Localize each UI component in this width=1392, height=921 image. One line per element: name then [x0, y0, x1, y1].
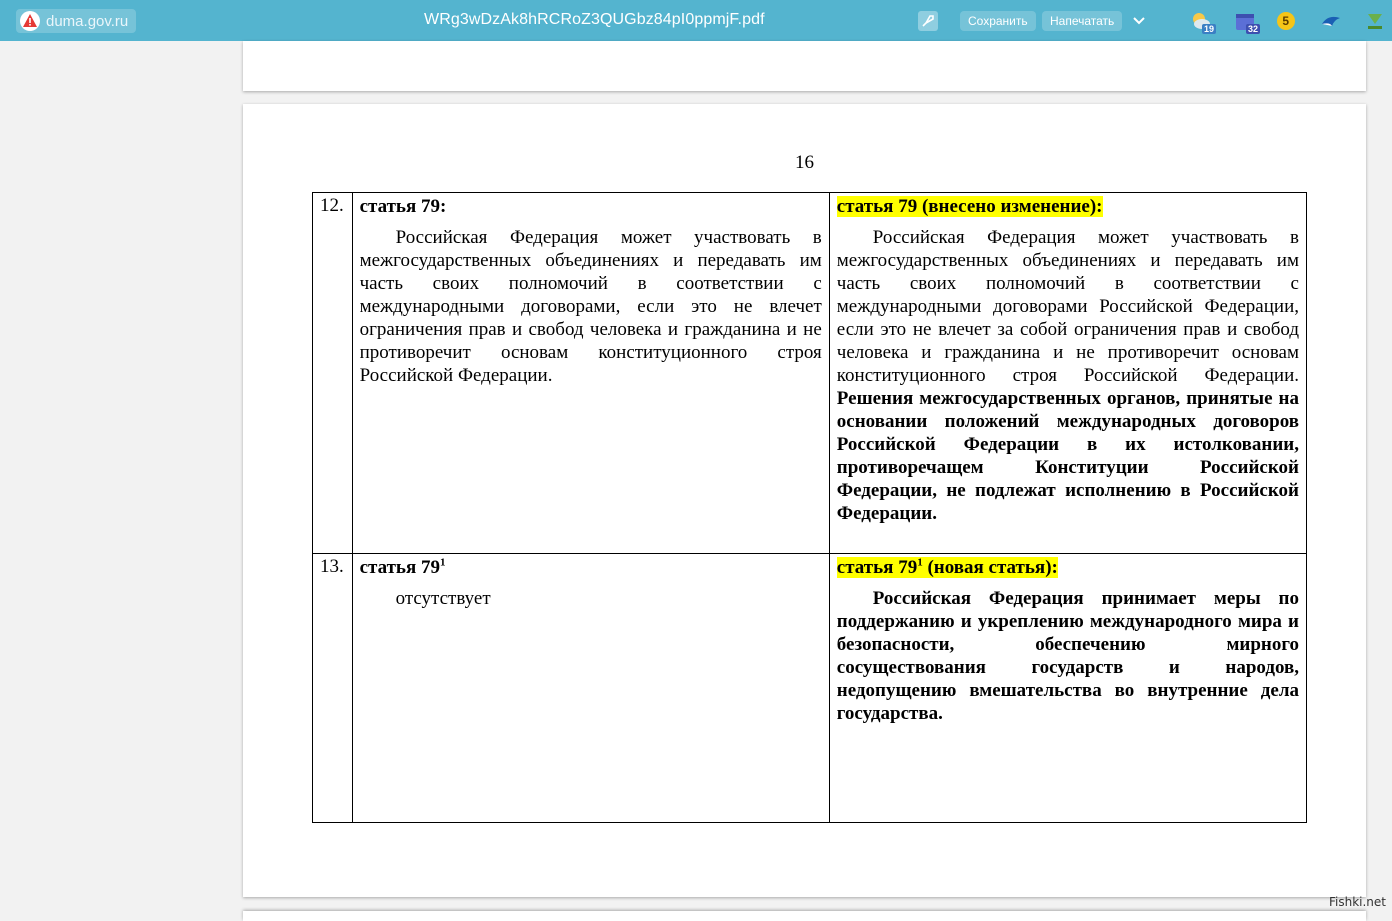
row-number: 13.: [313, 554, 353, 823]
table-row: [313, 554, 1307, 823]
comparison-table: [312, 192, 1307, 823]
old-article-text: Российская Федерация может участвовать в межгосударственных объединениях и передавать им часть своих полномочий в соответствии с международными договорами, если это не влечет ограничения прав и свобод человека и гражданина и не противоречит основам конституционного строя Российской Федерации.: [359, 227, 822, 386]
old-article-heading: статья 79:: [359, 196, 447, 217]
new-article-heading: статья 79 (внесено изменение):: [836, 196, 1103, 217]
weather-extension-icon[interactable]: [1190, 10, 1212, 32]
old-article-superscript: 1: [440, 556, 446, 569]
new-article-superscript: 1: [917, 556, 923, 569]
new-version-cell: [829, 193, 1306, 554]
new-article-text: [837, 226, 1299, 525]
calendar-extension-icon[interactable]: [1234, 10, 1256, 32]
pdf-viewer-toolbar: [0, 0, 1392, 41]
new-article-heading: [837, 557, 1058, 578]
table-row: [313, 193, 1307, 554]
save-button[interactable]: Сохранить: [960, 11, 1036, 31]
site-address-pill[interactable]: [16, 9, 136, 33]
pdf-page: [243, 104, 1366, 897]
bird-extension-icon[interactable]: [1320, 10, 1342, 32]
old-article-heading-text: статья 79: [359, 557, 441, 578]
old-version-cell: [352, 554, 829, 823]
new-article-text-added: Решения межгосударственных органов, принятые на основании положений международных договоров Российской Федерации в их истолковании, противоречащем Конституции Российской Федерации, не подлежат исполнению в Российской Федерации.: [836, 388, 1299, 524]
watermark: Fishki.net: [1328, 895, 1386, 909]
document-filename: WRg3wDzAk8hRCRoZ3QUGbz84pI0ppmjF.pdf: [424, 11, 765, 28]
print-button[interactable]: Напечатать: [1042, 11, 1122, 31]
counter-badge: 5: [1282, 14, 1289, 28]
download-extension-icon[interactable]: [1364, 10, 1386, 32]
counter-extension-icon[interactable]: [1275, 10, 1297, 32]
next-pdf-page: [243, 911, 1366, 921]
rocket-icon[interactable]: [918, 11, 938, 31]
warning-icon: [20, 11, 40, 31]
page-number: 16: [795, 152, 814, 173]
new-version-cell: [829, 554, 1306, 823]
old-article-text: отсутствует: [395, 588, 491, 609]
new-article-heading-suffix: (новая статья):: [922, 557, 1058, 578]
old-version-cell: [352, 193, 829, 554]
new-article-heading-text: статья 79: [836, 557, 918, 578]
chevron-down-icon[interactable]: [1132, 14, 1146, 28]
row-number: 12.: [313, 193, 353, 554]
new-article-text-plain: Российская Федерация может участвовать в межгосударственных объединениях и передавать им часть своих полномочий в соответствии с международными договорами Российской Федерации, если это не влечет за собой ограничения прав и свобод человека и гражданина и не противоречит основам конституционного строя Российской Федерации.: [836, 227, 1299, 386]
calendar-badge: 32: [1247, 24, 1258, 34]
previous-pdf-page: [243, 41, 1366, 91]
site-domain: duma.gov.ru: [46, 12, 129, 30]
new-article-text-added: Российская Федерация принимает меры по поддержанию и укреплению международного мира и безопасности, обеспечению мирного сосуществования государств и народов, недопущению вмешательства во внутренние дела государства.: [836, 588, 1299, 724]
old-article-heading: [360, 556, 822, 579]
weather-badge: 19: [1203, 24, 1214, 34]
